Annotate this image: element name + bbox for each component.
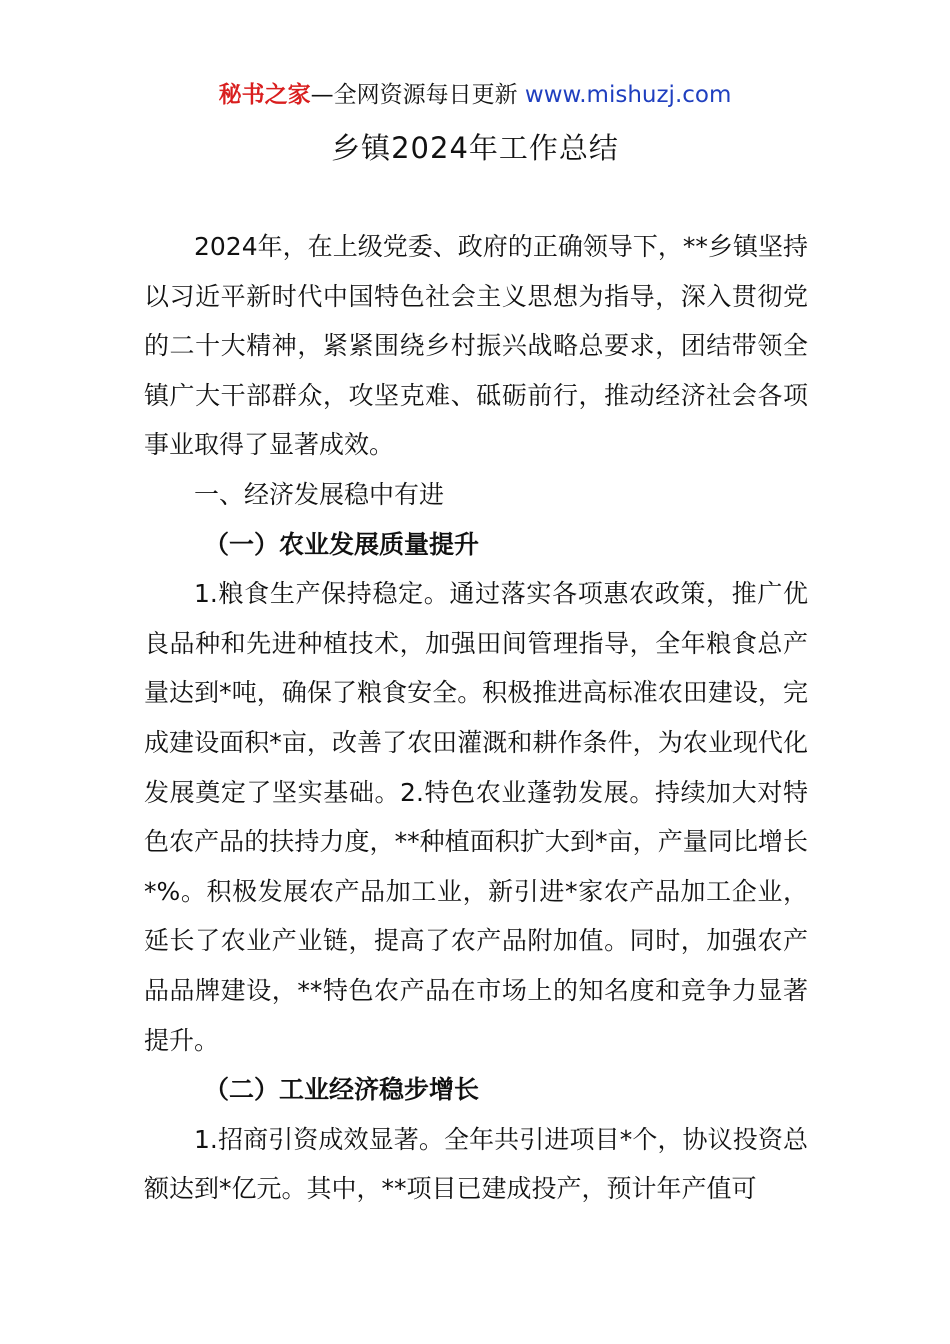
section-heading-economy: 一、经济发展稳中有进 — [194, 479, 445, 509]
site-header — [0, 78, 950, 112]
industry-paragraph: 1.招商引资成效显著。全年共引进项目*个，协议投资总额达到*亿元。其中，**项目已建成投产，预计年产值可 — [144, 1124, 808, 1204]
intro-paragraph: 2024年，在上级党委、政府的正确领导下，**乡镇坚持以习近平新时代中国特色社会主义思想为指导，深入贯彻党的二十大精神，紧紧围绕乡村振兴战略总要求，团结带领全镇广大干部群众，攻坚克难、砥砺前行，推动经济社会各项事业取得了显著成效。 — [144, 232, 808, 460]
subsection-heading-agriculture: （一）农业发展质量提升 — [204, 529, 480, 559]
site-brand: 秘书之家 — [218, 82, 311, 108]
document-title: 乡镇2024年工作总结 — [331, 131, 619, 165]
document-body — [144, 222, 808, 1214]
site-tagline: —全网资源每日更新 — [310, 82, 518, 108]
agriculture-paragraph: 1.粮食生产保持稳定。通过落实各项惠农政策，推广优良品种和先进种植技术，加强田间管理指导，全年粮食总产量达到*吨，确保了粮食安全。积极推进高标准农田建设，完成建设面积*亩，改善了农田灌溉和耕作条件，为农业现代化发展奠定了坚实基础。2.特色农业蓬勃发展。持续加大对特色农产品的扶持力度，**种植面积扩大到*亩，产量同比增长*%。积极发展农产品加工业，新引进*家农产品加工企业，延长了农业产业链，提高了农产品附加值。同时，加强农产品品牌建设，**特色农产品在市场上的知名度和竞争力显著提升。 — [144, 579, 808, 1055]
site-url-link[interactable]: www.mishuzj.com — [524, 82, 732, 108]
subsection-heading-industry: （二）工业经济稳步增长 — [204, 1075, 480, 1105]
